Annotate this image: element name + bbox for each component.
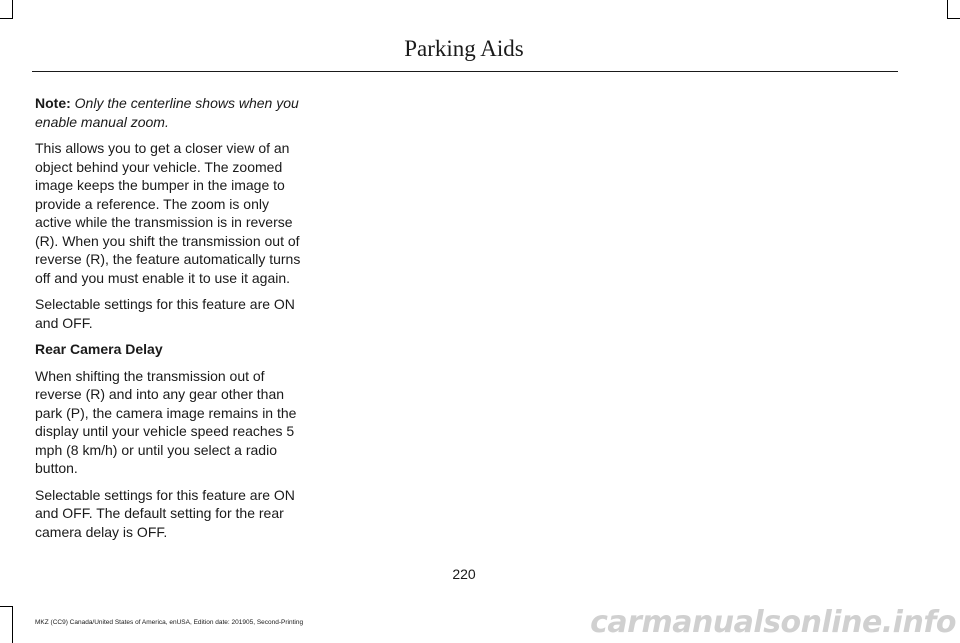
watermark-logo: carmanualsonline.info (590, 605, 956, 640)
section-heading: Rear Camera Delay (35, 341, 163, 357)
crop-mark-bottom-left-h (0, 606, 13, 607)
page-title: Parking Aids (404, 36, 524, 61)
note-paragraph (35, 94, 307, 131)
note-label: Note: (35, 95, 71, 111)
body-paragraph: This allows you to get a closer view of an object behind your vehicle. The zoomed image keeps the bumper in the image to provide a reference. The zoom is only active while the transmission is in reverse (R). When you shift the transmission out of reverse (R), the feature automatically turns off and you must enable it to use it again. (35, 140, 301, 286)
header-divider (32, 71, 898, 72)
crop-mark-top-left-v (12, 0, 13, 18)
crop-mark-top-right-v (947, 0, 948, 18)
page-number: 220 (452, 566, 476, 582)
note-text: Only the centerline shows when you enable manual zoom. (35, 95, 299, 130)
body-paragraph: Selectable settings for this feature are ON and OFF. The default setting for the rear camera delay is OFF. (35, 486, 295, 540)
crop-mark-bottom-left-v (12, 606, 13, 643)
crop-mark-top-right-h (947, 18, 960, 19)
crop-mark-top-left-h (0, 18, 13, 19)
body-paragraph: When shifting the transmission out of reverse (R) and into any gear other than park (P), the camera image remains in the display until your vehicle speed reaches 5 mph (8 km/h) or until you select a radio button. (35, 367, 297, 476)
main-content (35, 94, 307, 549)
body-paragraph: Selectable settings for this feature are ON and OFF. (35, 296, 295, 331)
footer-edition-info: MKZ (CC9) Canada/United States of America, enUSA, Edition date: 201905, Second-Printing (35, 619, 304, 626)
